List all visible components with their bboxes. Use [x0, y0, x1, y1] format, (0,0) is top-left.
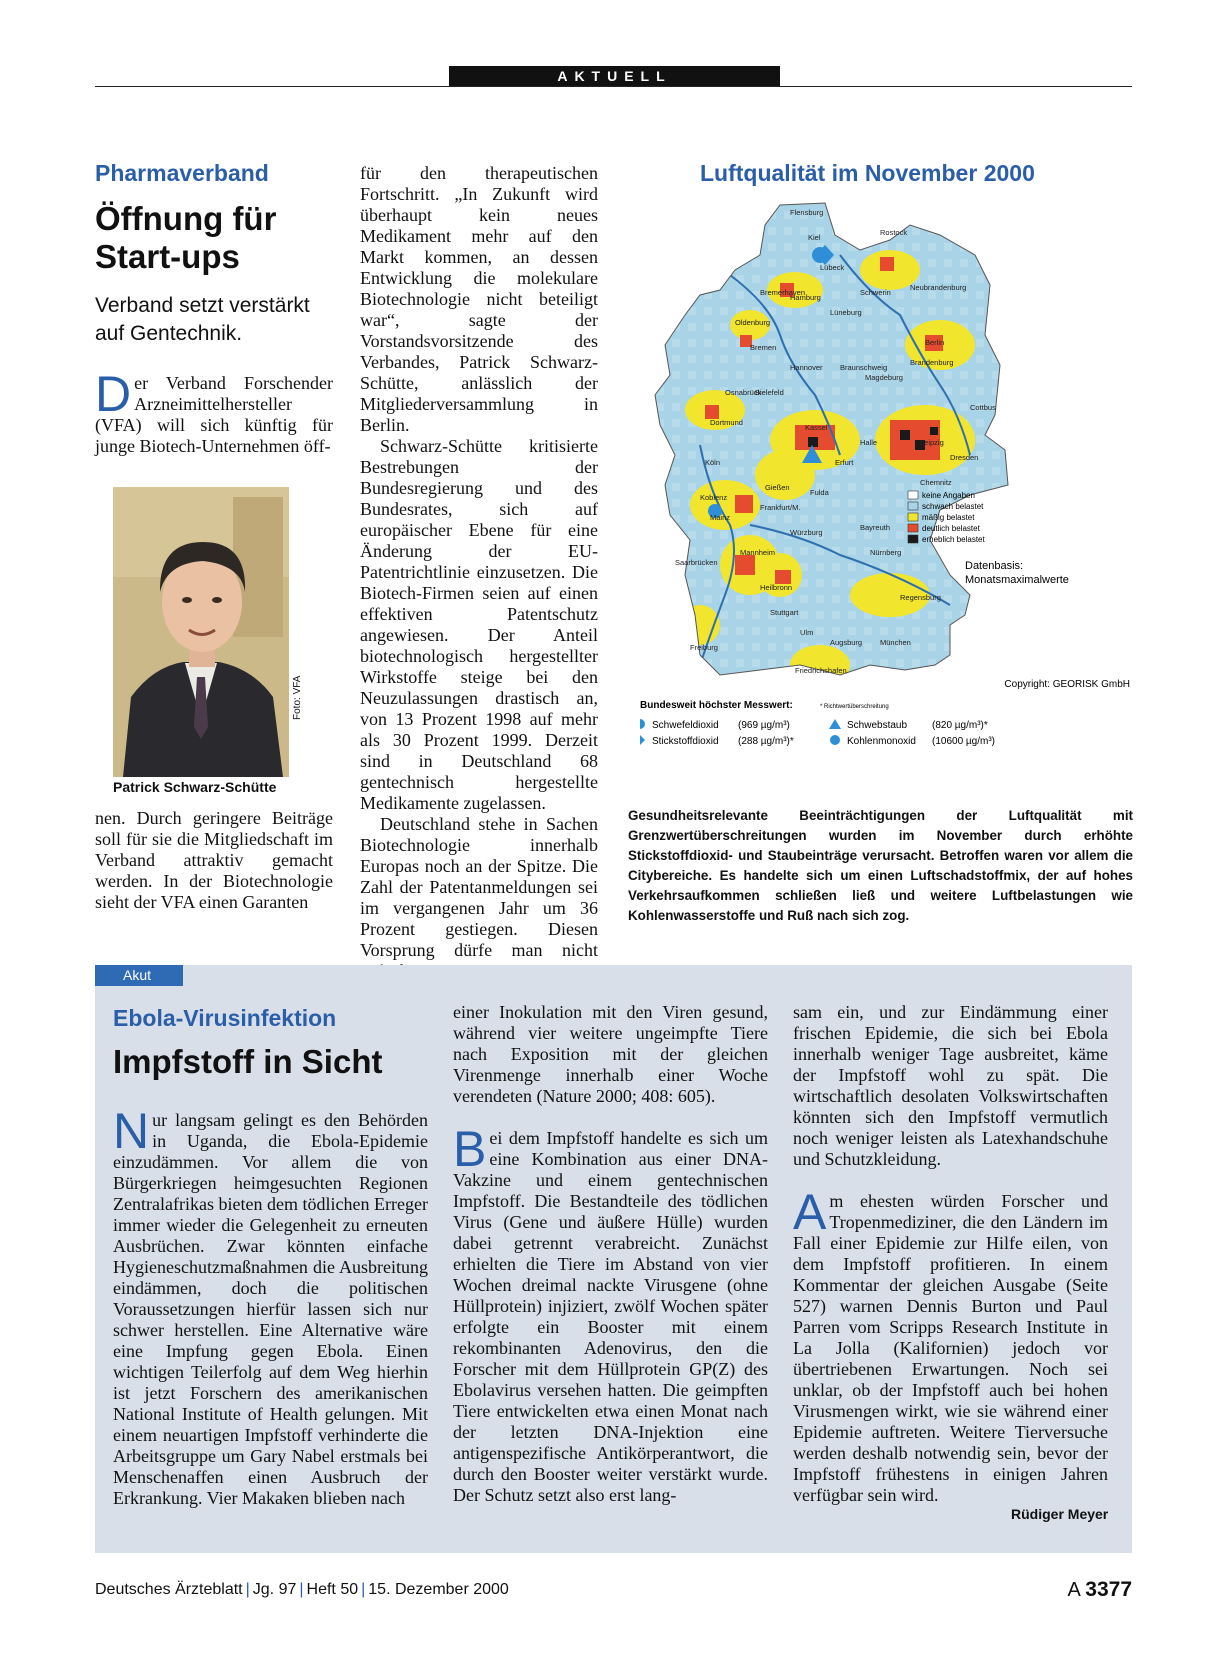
city-label: Hannover [790, 363, 823, 372]
box-label: Akut [95, 965, 183, 986]
map-copyright: Copyright: GEORISK GmbH [1004, 679, 1130, 690]
city-label: Freiburg [690, 643, 718, 652]
dropcap: B [453, 1121, 487, 1177]
city-label: Neubrandenburg [910, 283, 967, 292]
city-label: Bremerhaven [760, 288, 806, 297]
city-label: Mannheim [740, 548, 776, 557]
paragraph: nen. Durch geringere Beiträge soll für sie die Mitgliedschaft im Verband attraktiv gemacht werden. In der Biotechnologie sieht der VFA einen Garanten [95, 808, 333, 912]
legend-label: schwach belastet [922, 502, 984, 511]
city-label: Hamburg [790, 293, 821, 302]
map-caption: Gesundheitsrelevante Beeinträchtigungen der Luftqualität mit Grenzwertüberschreitungen wurden im November durch erhöhte Stickstoffdioxid- und Staubeinträge verursacht. Betroffen waren vor allem die Citybereiche. Es handelte sich um einen Luftschadstoffmix, der auf hohes Verkehrsaufkommen schließen ließ und weitere Luftbelastungen wie Kohlenwasserstoffe und Ruß nach sich zog. [628, 808, 1133, 923]
paragraph: sam ein, und zur Eindämmung einer frischen Epidemie, die sich bei Ebola innerhalb weniger Tage ausbreitet, käme der Impfstoff wohl zu spät. Die wirtschaftlich desolaten Volkswirtschaften könnten sich den Impfstoff vermutlich noch weniger leisten als Latexhandschuhe und Schutzkleidung. [793, 1002, 1108, 1169]
issue: Heft 50 [306, 1581, 359, 1598]
journal-name: Deutsches Ärzteblatt [95, 1581, 243, 1598]
article2-col3 [793, 1002, 1108, 1506]
city-label: Halle [860, 438, 878, 447]
issue-date: 15. Dezember 2000 [368, 1581, 509, 1598]
legend-label: erheblich belastet [922, 535, 985, 544]
measure-value: (969 µg/m³) [738, 720, 790, 731]
photo-caption: Patrick Schwarz-Schütte [113, 779, 277, 795]
city-label: Braunschweig [840, 363, 888, 372]
paragraph: einer Inokulation mit den Viren gesund, während vier weitere ungeimpfte Tiere nach Exposition mit der gleichen Virenmenge innerhalb einer Woche verendeten (Nature 2000; 408: 605). [453, 1002, 768, 1106]
measure-value: (10600 µg/m³) [932, 736, 996, 747]
city-label: Mainz [710, 513, 731, 522]
paragraph: m ehesten würden Forscher und Tropenmediziner, die den Ländern im Fall einer Epidemie zur Hilfe eilen, von dem Impfstoff profitieren. In einem Kommentar der gleichen Ausgabe (Seite 527) warnen Dennis Burton und Paul Parren vom Scripps Research Institute in La Jolla (Kalifornien) jedoch vor übertriebenen Erwartungen. Noch sei unklar, ob der Impfstoff auch bei hohen Virusmengen wirkt, wie sie während einer Epidemie auftreten. Weitere Tierversuche werden deshalb notwendig sein, bevor der Impfstoff frühestens in einigen Jahren verfügbar sein wird. [793, 1191, 1108, 1505]
article2-headline: Impfstoff in Sicht [113, 1043, 383, 1080]
article2-col2 [453, 1002, 768, 1506]
city-label: Kiel [808, 233, 821, 242]
city-label: Magdeburg [865, 373, 903, 382]
measure-name: Schwefeldioxid [652, 720, 719, 731]
paragraph: Deutschland stehe in Sachen Biotechnologie innerhalb Europas noch an der Spitze. Die Zahl der Patentanmeldungen sei im vergangenen Jahr um 36 Prozent gestiegen. Diesen Vorsprung dürfe man nicht [360, 814, 598, 960]
city-label: Frankfurt/M. [760, 503, 801, 512]
paragraph: für den therapeutischen Fortschritt. „In Zukunft wird überhaupt kein neues Medikament mehr auf den Markt kommen, an dessen Entwicklung die molekulare Biotechnologie nicht beteiligt war“, sagte der Vorstandsvorsitzende des Verbandes, Patrick Schwarz-Schütte, anlässlich der Mitgliederversammlung in Berlin. [360, 163, 598, 435]
city-label: Schwerin [860, 288, 891, 297]
measure-name: Stickstoffdioxid [652, 736, 719, 747]
measure-title: Bundesweit höchster Messwert: [640, 700, 793, 711]
city-label: Rostock [880, 228, 908, 237]
article1-col1-continued [95, 808, 333, 913]
dropcap: D [95, 366, 132, 422]
city-label: Osnabrück [725, 388, 762, 397]
city-label: Fulda [810, 488, 829, 497]
article1-deck [95, 292, 310, 348]
city-label: Bayreuth [860, 523, 891, 532]
measure-name: Kohlenmonoxid [847, 736, 916, 747]
page-number [1067, 1578, 1132, 1602]
city-label: Augsburg [830, 638, 863, 647]
city-label: Oldenburg [735, 318, 771, 327]
city-label: Koblenz [700, 493, 728, 502]
city-label: Ulm [800, 628, 814, 637]
photo-credit: Foto: VFA [292, 675, 303, 720]
map-title: Luftqualität im November 2000 [700, 160, 1035, 186]
measure-name: Schwebstaub [847, 720, 908, 731]
header-rule [95, 86, 1132, 87]
city-label: Flensburg [790, 208, 824, 217]
legend-label: keine Angaben [922, 491, 975, 500]
city-label: Dortmund [710, 418, 743, 427]
headline-line-1: Öffnung für [95, 200, 277, 237]
deck-line-1: Verband setzt verstärkt [95, 294, 310, 317]
headline-line-2: Start-ups [95, 238, 240, 275]
city-label: Lübeck [820, 263, 845, 272]
article1-col1-intro [95, 366, 333, 457]
measure-value: (288 µg/m³)* [738, 736, 794, 747]
article1-kicker: Pharmaverband [95, 160, 269, 186]
city-label: Erfurt [835, 458, 854, 467]
city-label: Regensburg [900, 593, 941, 602]
city-label: Berlin [925, 338, 945, 347]
data-basis-label: Datenbasis: [965, 560, 1024, 572]
city-label: Köln [705, 458, 721, 467]
author: Rüdiger Meyer [1011, 1506, 1109, 1522]
city-label: Kassel [805, 423, 828, 432]
city-label: Heilbronn [760, 583, 793, 592]
measure-note: * Richtwertüberschreitung [820, 704, 889, 710]
article2-col1 [113, 1103, 428, 1509]
city-label: Nürnberg [870, 548, 902, 557]
city-label: Saarbrücken [675, 558, 718, 567]
paragraph: Schwarz-Schütte kritisierte Bestrebungen der Bundesregierung und des Bundesrates, sich auf europäischer Ebene für eine Änderung der EU-Patentrichtlinie einzusetzen. Die Biotech-Firmen seien auf einen effektiven Patentschutz angewiesen. Der Anteil biotechnologisch hergestellter Wirkstoffe steige bei den Neuzulassungen drastisch an, von 13 Prozent 1998 auf mehr als 30 Prozent 1999. Derzeit sind in Deutschland 68 gentechnisch hergestellte Medikamente zugelassen. [360, 436, 598, 813]
dropcap: N [113, 1103, 150, 1159]
city-label: Bielefeld [755, 388, 784, 397]
dropcap: A [793, 1184, 827, 1240]
page-prefix: A [1067, 1579, 1080, 1601]
city-label: Friedrichshafen [795, 666, 847, 675]
city-label: Würzburg [790, 528, 823, 537]
portrait-photo [113, 487, 289, 777]
paragraph: ur langsam gelingt es den Behörden in Uganda, die Ebola-Epidemie einzudämmen. Vor allem die von Bürgerkriegen heimgesuchten Regionen Zentralafrikas bieten dem tödlichen Erreger immer wieder die Gelegenheit zu erneuten Ausbrüchen. Zwar könnten einfache Hygieneschutzmaßnahmen die Ausbreitung eindämmen, doch die politischen Voraussetzungen hierfür lassen sich nur schwer herstellen. Eine Alternative wäre eine Impfung gegen Ebola. Einen wichtigen Teilerfolg auf dem Weg hierhin ist jetzt Forschern des amerikanischen National Institute of Health gelungen. Mit einem neuartigen Impfstoff verhinderte die Arbeitsgruppe um Gary Nabel erstmals bei Menschenaffen einen Ausbruch der Erkrankung. Vier Makaken blieben nach [113, 1110, 428, 1508]
article1-col2 [360, 163, 598, 982]
city-label: Dresden [950, 453, 979, 462]
city-label: Stuttgart [770, 608, 799, 617]
article1-headline [95, 200, 276, 276]
volume: Jg. 97 [252, 1581, 297, 1598]
deck-line-2: auf Gentechnik. [95, 322, 243, 345]
legend-label: deutlich belastet [922, 524, 980, 533]
article2-kicker: Ebola-Virusinfektion [113, 1005, 337, 1031]
paragraph: ei dem Impfstoff handelte es sich um eine Kombination aus einer DNA-Vakzine und einem gentechnischen Impfstoff. Die Bestandteile des tödlichen Virus (Gene und äußere Hülle) wurden dabei getrennt verabreicht. Zunächst erhielten die Tiere im Abstand von vier Wochen dreimal nackte Virusgene (ohne Hüllprotein) injiziert, zwölf Wochen später erfolgte ein Booster mit einem rekombinanten Adenovirus, den die Forscher mit dem Hüllprotein GP(Z) des Ebolavirus versehen hatten. Die geimpften Tiere entwickelten etwa einen Monat nach der letzten DNA-Injektion eine antigenspezifische Antikörperantwort, die durch den Booster weiter verstärkt wurde. Der Schutz setzt also erst lang- [453, 1128, 768, 1505]
section-label: AKTUELL [449, 66, 780, 86]
city-label: Bremen [750, 343, 777, 352]
city-label: Brandenburg [910, 358, 954, 367]
city-label: Cottbus [970, 403, 996, 412]
measure-value: (820 µg/m³)* [932, 720, 988, 731]
footer: Deutsches Ärzteblatt | Jg. 97 | Heft 50 | 15. Dezember 2000 [95, 1581, 509, 1598]
city-label: Lüneburg [830, 308, 862, 317]
page-value: 3377 [1085, 1578, 1132, 1601]
air-quality-map [640, 195, 1136, 790]
intro-text: er Verband Forschender Arzneimittelhersteller (VFA) will sich künftig für junge Biotech-Unternehmen öff- [95, 373, 333, 456]
data-basis-value: Monatsmaximalwerte [965, 574, 1069, 586]
legend-label: mäßig belastet [922, 513, 975, 522]
city-label: Gießen [765, 483, 790, 492]
city-label: Leipzig [920, 438, 944, 447]
city-label: München [880, 638, 911, 647]
city-label: Chemnitz [920, 478, 952, 487]
